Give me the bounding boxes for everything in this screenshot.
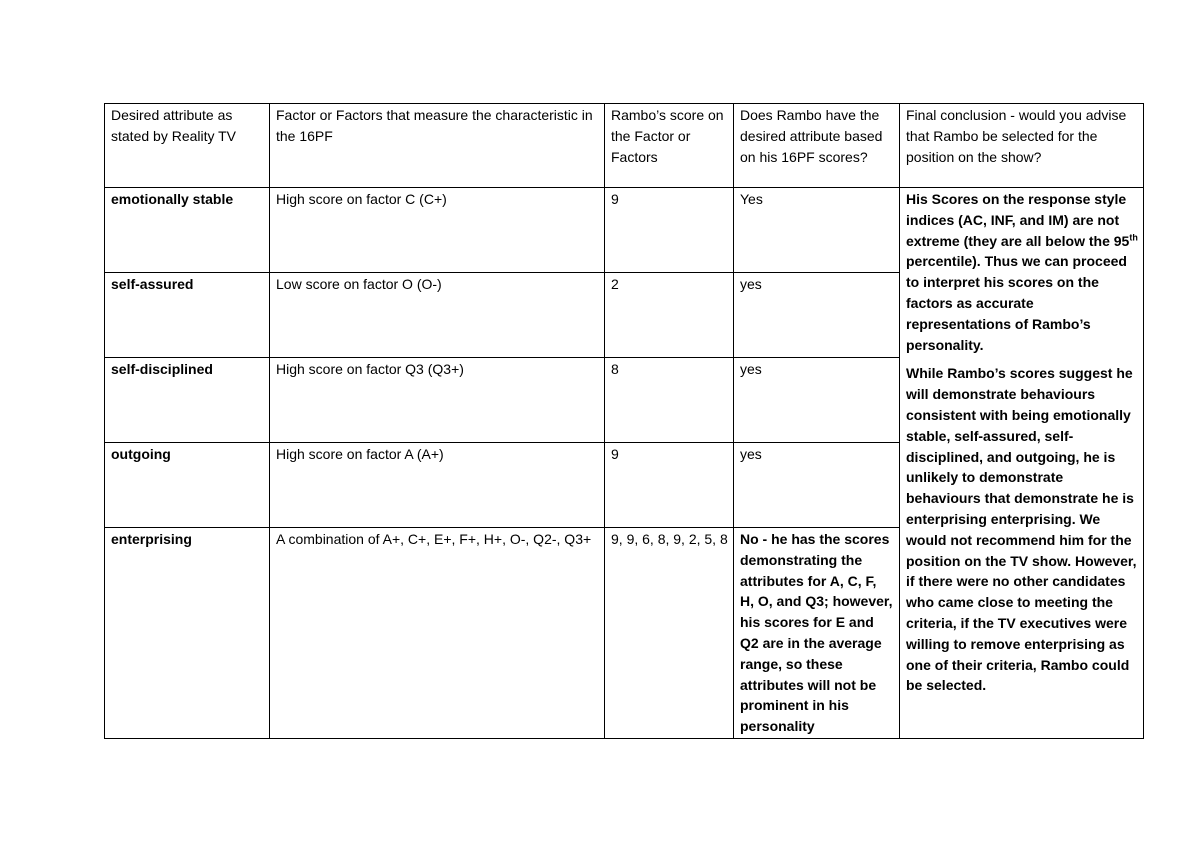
factor-cell: A combination of A+, C+, E+, F+, H+, O-, Q2-, Q3+ <box>270 528 605 739</box>
score-cell: 9 <box>605 443 734 528</box>
has-attribute-cell: No - he has the scores demonstrating the attributes for A, C, F, H, O, and Q3; however, his scores for E and Q2 are in the average range, so these attributes will not be prominent in his personality <box>734 528 900 739</box>
attribute-cell: outgoing <box>105 443 270 528</box>
has-attribute-cell: yes <box>734 273 900 358</box>
factor-cell: High score on factor Q3 (Q3+) <box>270 358 605 443</box>
score-cell: 8 <box>605 358 734 443</box>
score-cell: 2 <box>605 273 734 358</box>
table-row <box>105 188 1144 273</box>
has-attribute-cell: Yes <box>734 188 900 273</box>
attribute-cell: self-disciplined <box>105 358 270 443</box>
factor-cell: Low score on factor O (O-) <box>270 273 605 358</box>
conclusion-cell <box>900 188 1144 739</box>
score-cell: 9, 9, 6, 8, 9, 2, 5, 8 <box>605 528 734 739</box>
header-attribute: Desired attribute as stated by Reality TV <box>105 104 270 188</box>
attribute-cell: self-assured <box>105 273 270 358</box>
has-attribute-cell: yes <box>734 358 900 443</box>
assessment-table <box>104 103 1144 739</box>
header-score: Rambo’s score on the Factor or Factors <box>605 104 734 188</box>
has-attribute-cell: yes <box>734 443 900 528</box>
header-conclusion: Final conclusion - would you advise that Rambo be selected for the position on the show? <box>900 104 1144 188</box>
conclusion-paragraph-2: While Rambo’s scores suggest he will demonstrate behaviours consistent with being emotionally stable, self-assured, self-disciplined, and outgoing, he is unlikely to demonstrate behaviours that demonstrate he is enterprising enterprising. We would not recommend him for the position on the TV show. However, if there were no other candidates who came close to meeting the criteria, if the TV executives were willing to remove enterprising as one of their criteria, Rambo could be selected. <box>906 365 1137 694</box>
attribute-cell: enterprising <box>105 528 270 739</box>
header-row <box>105 104 1144 188</box>
factor-cell: High score on factor C (C+) <box>270 188 605 273</box>
attribute-cell: emotionally stable <box>105 188 270 273</box>
header-factor: Factor or Factors that measure the characteristic in the 16PF <box>270 104 605 188</box>
header-has-attribute: Does Rambo have the desired attribute based on his 16PF scores? <box>734 104 900 188</box>
factor-cell: High score on factor A (A+) <box>270 443 605 528</box>
conclusion-paragraph-1: His Scores on the response style indices (AC, INF, and IM) are not extreme (they are all below the 95th percentile). Thus we can proceed to interpret his scores on the factors as accurate representations of Rambo’s personality. <box>906 191 1138 353</box>
score-cell: 9 <box>605 188 734 273</box>
